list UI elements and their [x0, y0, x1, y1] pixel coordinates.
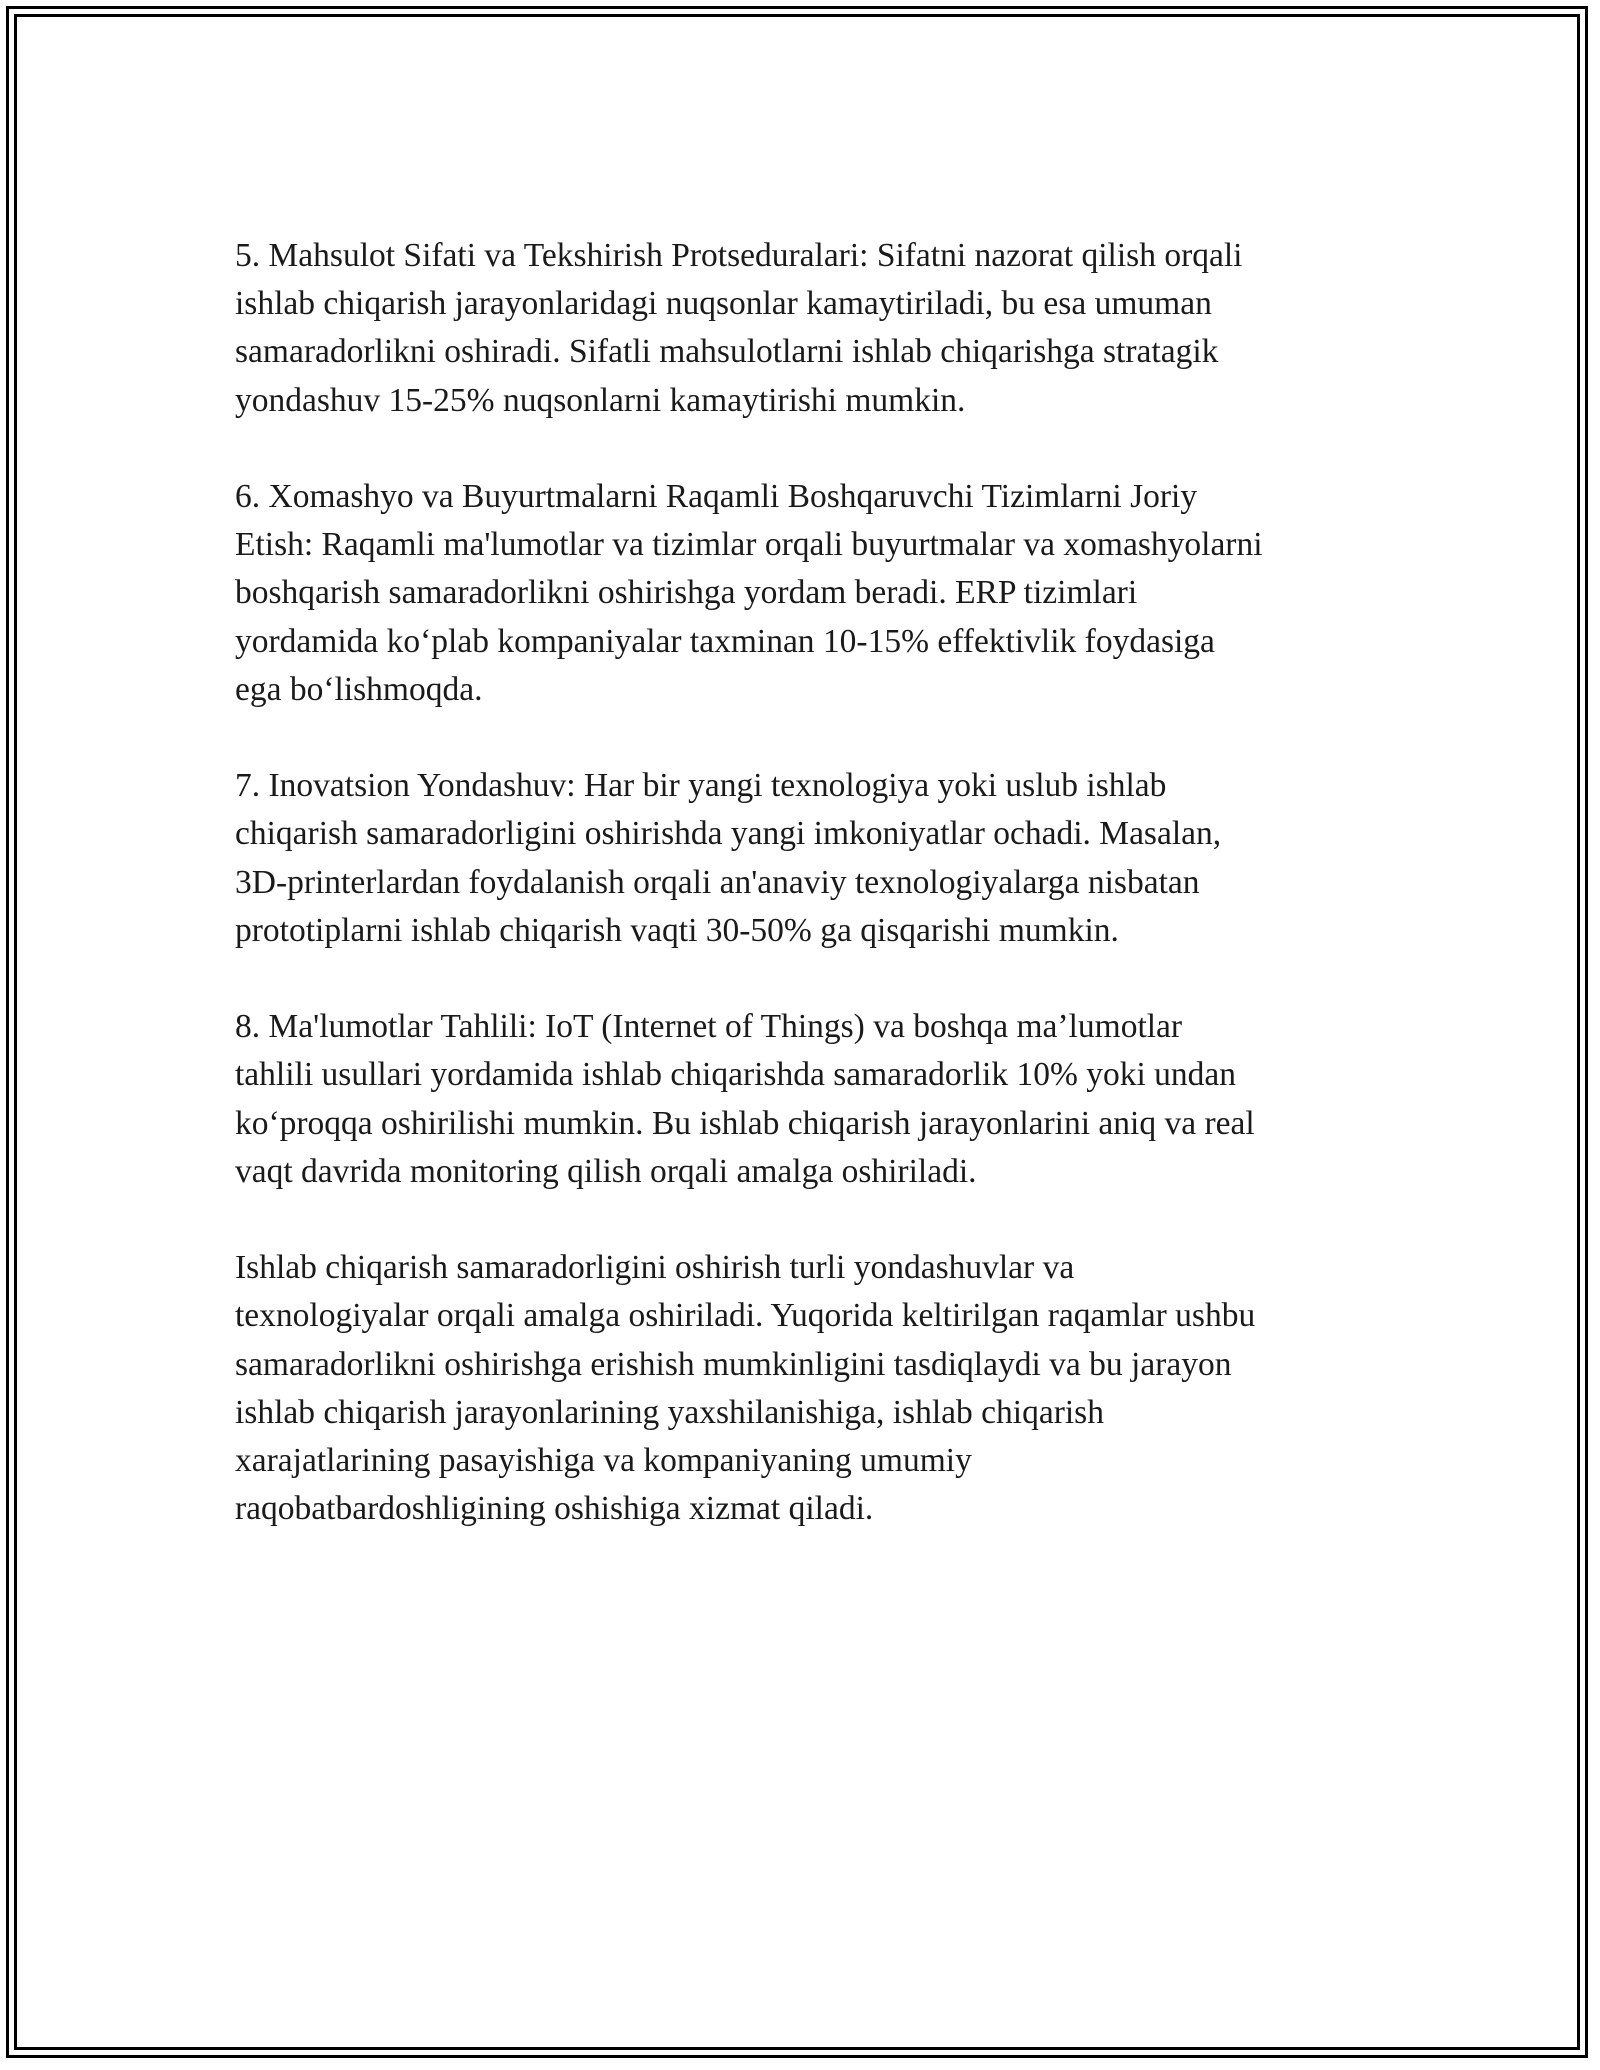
text-line: ega bo‘lishmoqda.	[235, 670, 483, 708]
text-line: samaradorlikni oshirishga erishish mumkinligini tasdiqlaydi va bu jarayon	[235, 1345, 1232, 1383]
text-line: texnologiyalar orqali amalga oshiriladi. Yuqorida keltirilgan raqamlar ushbu	[235, 1297, 1256, 1335]
text-line: Ishlab chiqarish samaradorligini oshirish turli yondashuvlar va	[235, 1249, 1075, 1287]
text-line: 5. Mahsulot Sifati va Tekshirish Protseduralari: Sifatni nazorat qilish orqali	[235, 237, 1243, 274]
text-line: ko‘proqqa oshirilishi mumkin. Bu ishlab chiqarish jarayonlarini aniq va real	[235, 1104, 1255, 1142]
paragraph-quality-procedures	[235, 232, 1375, 425]
text-line: chiqarish samaradorligini oshirishda yangi imkoniyatlar ochadi. Masalan,	[235, 815, 1222, 853]
text-line: ishlab chiqarish jarayonlarining yaxshilanishiga, ishlab chiqarish	[235, 1393, 1104, 1431]
text-line: 7. Inovatsion Yondashuv: Har bir yangi texnologiya yoki uslub ishlab	[235, 767, 1167, 805]
text-line: Etish: Raqamli ma'lumotlar va tizimlar orqali buyurtmalar va xomashyolarni	[235, 526, 1263, 564]
text-line: 3D-printerlardan foydalanish orqali an'anaviy texnologiyalarga nisbatan	[235, 863, 1200, 901]
paragraph-data-analysis	[235, 1003, 1375, 1196]
text-line: prototiplarni ishlab chiqarish vaqti 30-50% ga qisqarishi mumkin.	[235, 911, 1119, 949]
text-line: ishlab chiqarish jarayonlaridagi nuqsonlar kamaytiriladi, bu esa umuman	[235, 285, 1212, 323]
paragraph-digital-management	[235, 473, 1375, 714]
text-line: 6. Xomashyo va Buyurtmalarni Raqamli Boshqaruvchi Tizimlarni Joriy	[235, 478, 1198, 515]
text-line: boshqarish samaradorlikni oshirishga yordam beradi. ERP tizimlari	[235, 574, 1138, 612]
text-line: 8. Ma'lumotlar Tahlili: IoT (Internet of Things) va boshqa ma’lumotlar	[235, 1008, 1183, 1046]
paragraph-conclusion	[235, 1244, 1375, 1533]
text-line: vaqt davrida monitoring qilish orqali amalga oshiriladi.	[235, 1152, 977, 1190]
text-line: tahlili usullari yordamida ishlab chiqarishda samaradorlik 10% yoki undan	[235, 1056, 1237, 1094]
text-line: yordamida ko‘plab kompaniyalar taxminan 10-15% effektivlik foydasiga	[235, 622, 1215, 660]
paragraph-innovative-approach	[235, 762, 1375, 955]
text-line: xarajatlarining pasayishiga va kompaniyaning umumiy	[235, 1442, 972, 1480]
document-body	[235, 232, 1375, 1582]
text-line: raqobatbardoshligining oshishiga xizmat qiladi.	[235, 1490, 874, 1528]
text-line: samaradorlikni oshiradi. Sifatli mahsulotlarni ishlab chiqarishga stratagik	[235, 333, 1219, 371]
text-line: yondashuv 15-25% nuqsonlarni kamaytirishi mumkin.	[235, 381, 966, 419]
